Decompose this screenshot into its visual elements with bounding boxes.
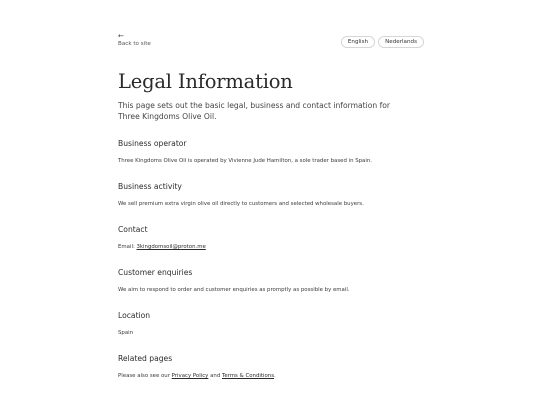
top-bar xyxy=(118,0,424,58)
related-suffix: . xyxy=(274,373,276,379)
page-title: Legal Information xyxy=(118,70,293,93)
email-link[interactable]: 3kingdomsoil@proton.me xyxy=(136,244,206,250)
language-switcher xyxy=(341,36,424,48)
terms-conditions-link[interactable]: Terms & Conditions xyxy=(221,373,275,379)
section-business-activity xyxy=(118,182,424,208)
back-arrow-icon: ← xyxy=(118,32,124,40)
section-heading: Customer enquiries xyxy=(118,268,193,277)
related-conjunction: and xyxy=(208,373,222,379)
language-nederlands-button[interactable]: Nederlands xyxy=(378,36,424,48)
email-label: Email: xyxy=(118,244,137,250)
intro-text: This page sets out the basic legal, business and contact information for Three Kingdoms Olive Oil. xyxy=(118,101,391,121)
back-to-site-label: Back to site xyxy=(118,41,151,47)
contact-line xyxy=(118,243,424,251)
related-line xyxy=(118,372,424,380)
language-english-button[interactable]: English xyxy=(341,36,375,48)
section-heading: Contact xyxy=(118,225,148,234)
section-location xyxy=(118,311,424,337)
section-text: Spain xyxy=(118,330,134,336)
section-contact xyxy=(118,225,424,251)
section-text: Three Kingdoms Olive Oil is operated by Vivienne Jude Hamilton, a sole trader based in Spain. xyxy=(118,158,372,164)
related-prefix: Please also see our xyxy=(118,373,172,379)
section-heading: Business operator xyxy=(118,139,187,148)
section-heading: Related pages xyxy=(118,354,173,363)
back-to-site-link[interactable] xyxy=(118,33,151,48)
section-customer-enquiries xyxy=(118,268,424,294)
page-container xyxy=(118,0,424,380)
section-text: We sell premium extra virgin olive oil directly to customers and selected wholesale buyers. xyxy=(118,201,364,207)
privacy-policy-link[interactable]: Privacy Policy xyxy=(171,373,209,379)
section-related-pages xyxy=(118,354,424,380)
section-heading: Business activity xyxy=(118,182,182,191)
section-text: We aim to respond to order and customer enquiries as promptly as possible by email. xyxy=(118,287,350,293)
section-heading: Location xyxy=(118,311,151,320)
section-business-operator xyxy=(118,139,424,165)
